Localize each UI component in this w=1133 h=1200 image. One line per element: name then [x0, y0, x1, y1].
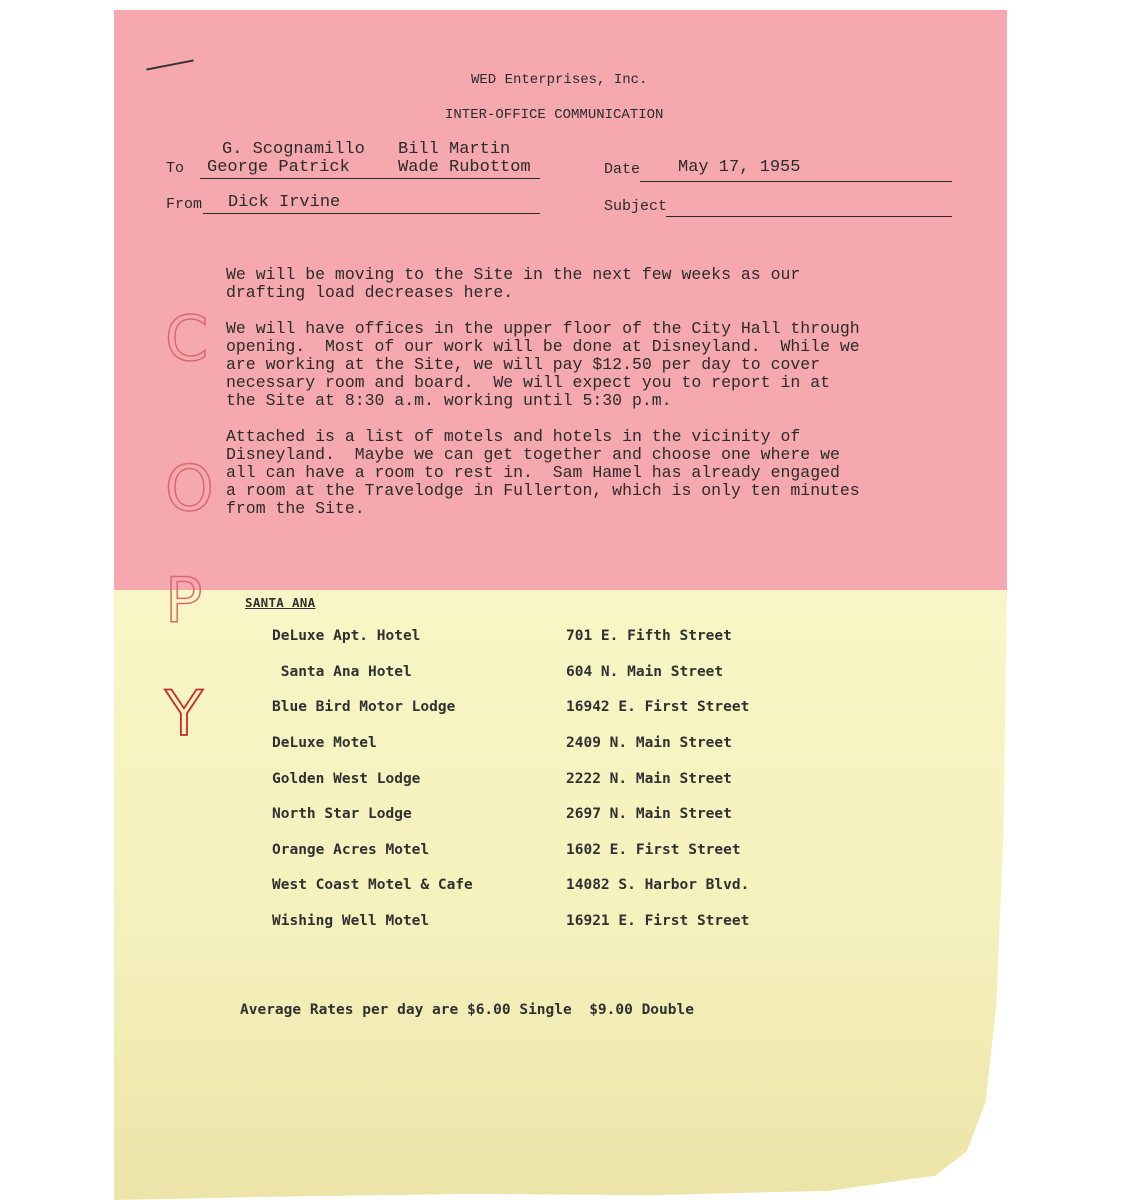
copy-stamp-o: O [165, 452, 214, 525]
to-underline [200, 178, 540, 179]
section-title: SANTA ANA [245, 595, 316, 610]
copy-stamp-y: Y [165, 677, 203, 750]
to-label: To [166, 160, 185, 177]
motel-address: 701 E. Fifth Street [566, 628, 732, 644]
motel-address: 2222 N. Main Street [566, 771, 732, 787]
to-recipient-3: Bill Martin [398, 140, 511, 159]
body-paragraph-1: We will be moving to the Site in the next few weeks as our drafting load decreases here. [226, 265, 801, 302]
date-label: Date [604, 161, 641, 178]
date-underline [640, 181, 952, 182]
motel-address: 2409 N. Main Street [566, 735, 732, 751]
motel-name: Blue Bird Motor Lodge [272, 699, 456, 715]
motel-address: 16942 E. First Street [566, 699, 750, 715]
average-rates: Average Rates per day are $6.00 Single $9.00 Double [240, 1002, 694, 1018]
to-recipient-2: George Patrick [207, 158, 350, 177]
motel-address: 16921 E. First Street [566, 913, 750, 929]
motel-name: Wishing Well Motel [272, 913, 430, 929]
motel-name: West Coast Motel & Cafe [272, 877, 473, 893]
list-sheet-yellow [114, 590, 1007, 1200]
body-paragraph-3: Attached is a list of motels and hotels in the vicinity of Disneyland. Maybe we can get together and choose one where we all can have a room to rest in. Sam Hamel has already engaged a room at the Travelodge in Fullerton, which is only ten minutes from the Site. [226, 427, 860, 518]
motel-address: 1602 E. First Street [566, 842, 741, 858]
from-label: From [166, 196, 203, 213]
motel-address: 604 N. Main Street [566, 664, 724, 680]
company-name: WED Enterprises, Inc. [471, 72, 648, 88]
body-paragraph-2: We will have offices in the upper floor of the City Hall through opening. Most of our work will be done at Disneyland. While we are working at the Site, we will pay $12.50 per day to cover necessary room and board. We will expect you to report in at the Site at 8:30 a.m. working until 5:30 p.m. [226, 319, 860, 410]
to-recipient-1: G. Scognamillo [222, 140, 365, 159]
copy-stamp-p: P [165, 564, 203, 637]
date-value: May 17, 1955 [678, 158, 801, 177]
copy-stamp-c: C [165, 302, 209, 375]
from-value: Dick Irvine [228, 193, 341, 212]
subject-label: Subject [604, 198, 668, 215]
motel-name: Santa Ana Hotel [272, 664, 412, 680]
motel-address: 14082 S. Harbor Blvd. [566, 877, 750, 893]
motel-address: 2697 N. Main Street [566, 806, 732, 822]
from-underline [203, 213, 540, 214]
motel-name: Orange Acres Motel [272, 842, 430, 858]
motel-name: DeLuxe Apt. Hotel [272, 628, 421, 644]
motel-name: DeLuxe Motel [272, 735, 377, 751]
subject-underline [666, 216, 952, 217]
to-recipient-4: Wade Rubottom [398, 158, 531, 177]
motel-name: Golden West Lodge [272, 771, 421, 787]
form-title: INTER-OFFICE COMMUNICATION [445, 107, 664, 123]
motel-name: North Star Lodge [272, 806, 412, 822]
